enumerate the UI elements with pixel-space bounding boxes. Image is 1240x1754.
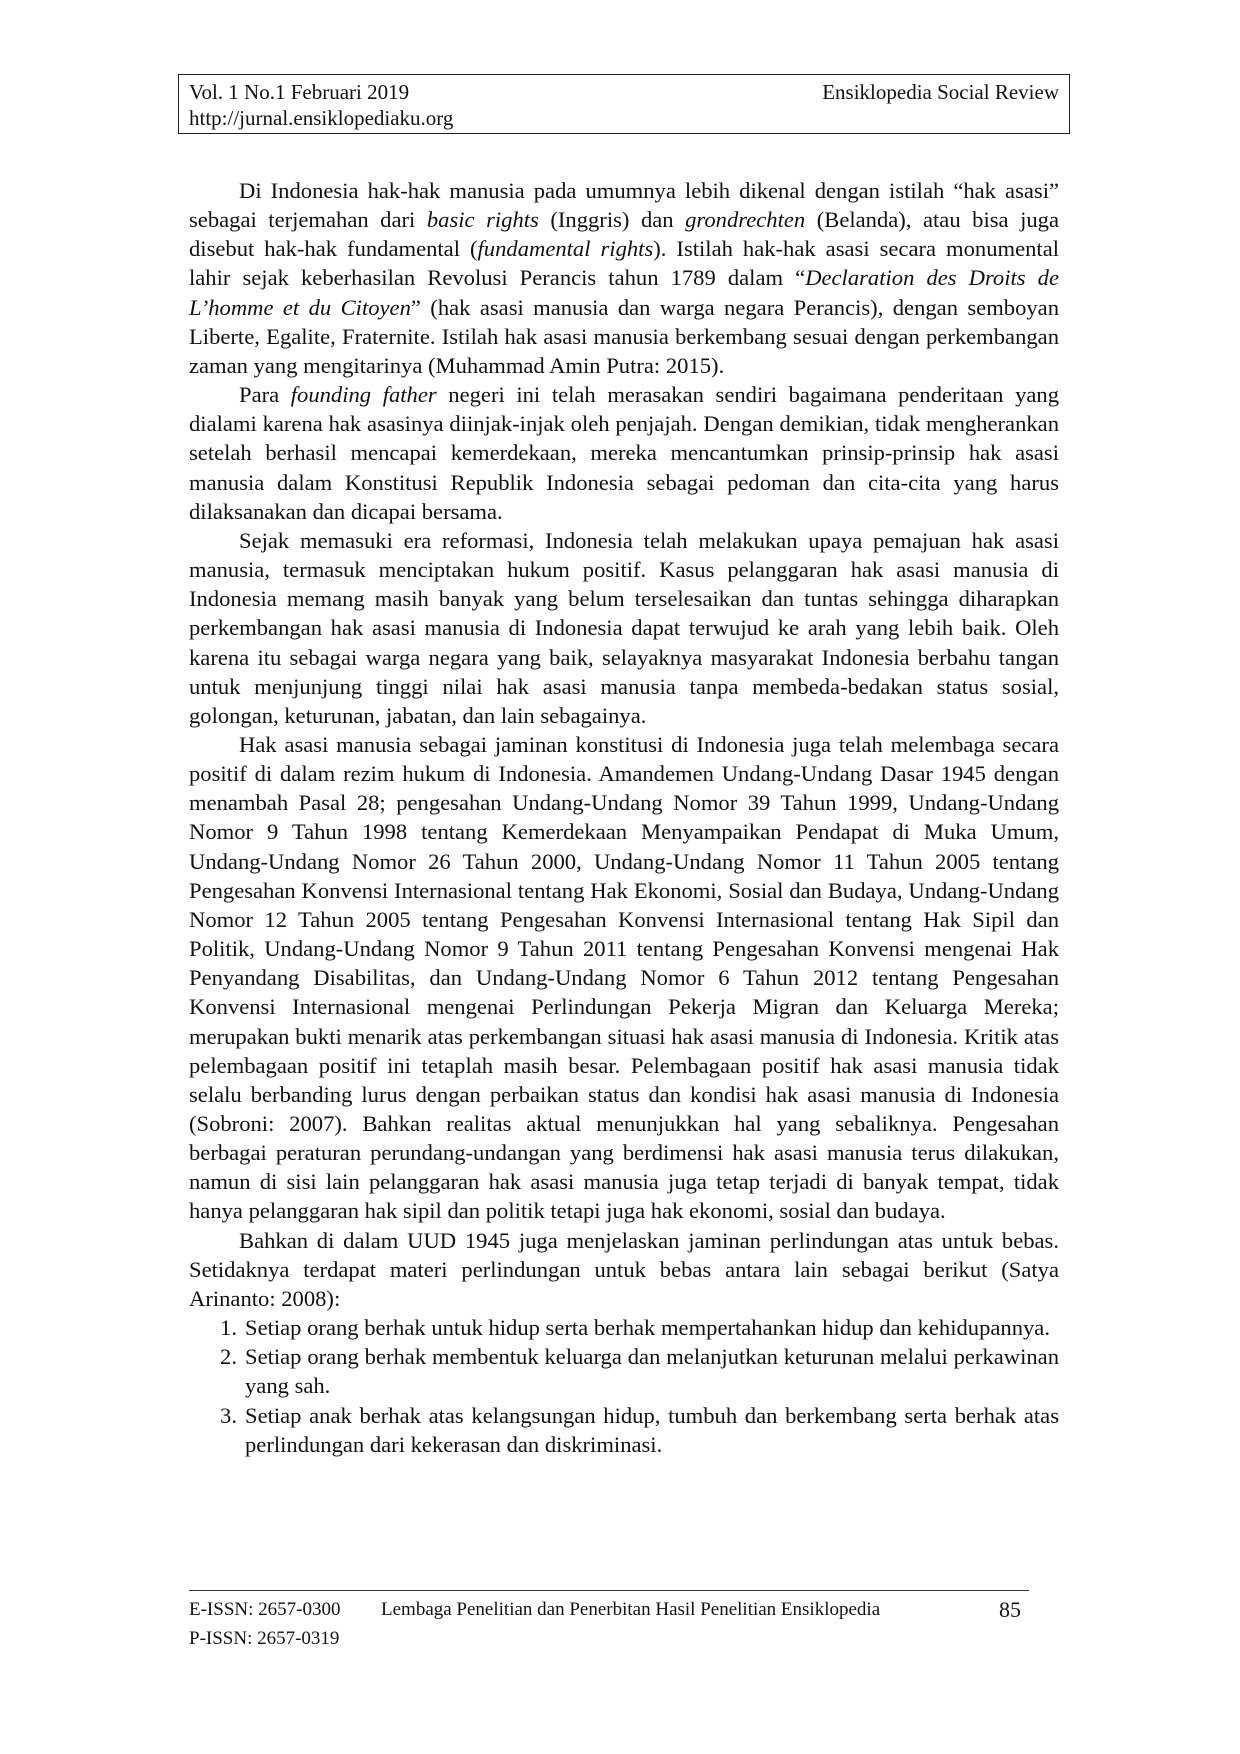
- footer-divider: [189, 1590, 1029, 1591]
- running-header: [178, 74, 1070, 134]
- list-item-text: Setiap anak berhak atas kelangsungan hidup, tumbuh dan berkembang serta berhak atas perlindungan dari kekerasan dan diskriminasi.: [245, 1402, 1059, 1457]
- paragraph-3: Sejak memasuki era reformasi, Indonesia telah melakukan upaya pemajuan hak asasi manusia, termasuk menciptakan hukum positif. Kasus pelanggaran hak asasi manusia di Indonesia memang masih banyak yang belum terselesaikan dan tuntas sehingga diharapkan perkembangan hak asasi manusia di Indonesia dapat terwujud ke arah yang lebih baik. Oleh karena itu sebagai warga negara yang baik, selayaknya masyarakat Indonesia berbahu tangan untuk menjunjung tinggi nilai hak asasi manusia tanpa membeda-bedakan status sosial, golongan, keturunan, jabatan, dan lain sebagainya.: [189, 527, 1059, 728]
- list-item-text: Setiap orang berhak membentuk keluarga dan melanjutkan keturunan melalui perkawinan yang sah.: [245, 1344, 1059, 1399]
- p1-text-3: (Belanda), atau bisa juga disebut hak-hak fundamental (: [189, 207, 1059, 262]
- p2-text-2: negeri ini telah merasakan sendiri bagaimana penderitaan yang dialami karena hak asasinya diinjak-injak oleh penjajah. Dengan demikian, tidak mengherankan setelah berhasil mencapai kemerdekaan, mereka mencantumkan prinsip-prinsip hak asasi manusia dalam Konstitusi Republik Indonesia sebagai pedoman dan cita-cita yang harus dilaksanakan dan dicapai bersama.: [189, 382, 1060, 524]
- e-issn: E-ISSN: 2657-0300: [189, 1599, 341, 1620]
- paragraph-2: [189, 380, 1059, 526]
- list-item: [189, 1401, 1059, 1459]
- p1-italic-grondrechten: grondrechten: [685, 207, 806, 233]
- list-item-number: 2.: [220, 1344, 237, 1370]
- p2-text-1: Para: [239, 382, 291, 408]
- volume-info: Vol. 1 No.1 Februari 2019: [189, 80, 410, 104]
- list-item: [189, 1313, 1059, 1342]
- paragraph-5: Bahkan di dalam UUD 1945 juga menjelaskan jaminan perlindungan atas untuk bebas. Setidaknya terdapat materi perlindungan untuk bebas antara lain sebagai berikut (Satya Arinanto: 2008):: [189, 1227, 1059, 1311]
- journal-url: http://jurnal.ensiklopediaku.org: [189, 106, 454, 130]
- p1-text-2: (Inggris) dan: [538, 207, 686, 233]
- paragraph-4: Hak asasi manusia sebagai jaminan konstitusi di Indonesia juga telah melembaga secara positif di dalam rezim hukum di Indonesia. Amandemen Undang-Undang Dasar 1945 dengan menambah Pasal 28; pengesahan Undang-Undang Nomor 39 Tahun 1999, Undang-Undang Nomor 9 Tahun 1998 tentang Kemerdekaan Menyampaikan Pendapat di Muka Umum, Undang-Undang Nomor 26 Tahun 2000, Undang-Undang Nomor 11 Tahun 2005 tentang Pengesahan Konvensi Internasional tentang Hak Ekonomi, Sosial dan Budaya, Undang-Undang Nomor 12 Tahun 2005 tentang Pengesahan Konvensi Internasional tentang Hak Sipil dan Politik, Undang-Undang Nomor 9 Tahun 2011 tentang Pengesahan Konvensi mengenai Hak Penyandang Disabilitas, dan Undang-Undang Nomor 6 Tahun 2012 tentang Pengesahan Konvensi Internasional mengenai Perlindungan Pekerja Migran dan Keluarga Mereka; merupakan bukti menarik atas perkembangan situasi hak asasi manusia di Indonesia. Kritik atas pelembagaan positif ini tetaplah masih besar. Pelembagaan positif hak asasi manusia tidak selalu berbanding lurus dengan perbaikan status dan kondisi hak asasi manusia di Indonesia (Sobroni: 2007). Bahkan realitas aktual menunjukkan hal yang sebaliknya. Pengesahan berbagai peraturan perundang-undangan yang berdimensi hak asasi manusia terus dilakukan, namun di sisi lain pelanggaran hak asasi manusia juga tetap terjadi di banyak tempat, tidak hanya pelanggaran hak sipil dan politik tetapi juga hak ekonomi, sosial dan budaya.: [189, 731, 1059, 1224]
- p1-italic-basic-rights: basic rights: [426, 207, 539, 233]
- list-item-number: 3.: [220, 1402, 237, 1428]
- p1-text-5: ” (hak asasi manusia dan warga negara Perancis), dengan semboyan Liberte, Egalite, Fraternite. Istilah hak asasi manusia berkembang sesuai dengan perkembangan zaman yang mengitarinya (Muhammad Amin Putra: 2015).: [189, 294, 1060, 378]
- article-body: [189, 176, 1059, 1459]
- journal-name: Ensiklopedia Social Review: [822, 80, 1059, 104]
- p1-text-1: Di Indonesia hak-hak manusia pada umumnya lebih dikenal dengan istilah “hak asasi” sebagai terjemahan dari: [189, 178, 1059, 233]
- p1-text-4: ). Istilah hak-hak asasi secara monumental lahir sejak keberhasilan Revolusi Perancis tahun 1789 dalam “: [189, 236, 1059, 291]
- p1-italic-declaration: Declaration des Droits de L’homme et du Citoyen: [189, 265, 1059, 320]
- page-number: 85: [999, 1597, 1021, 1622]
- publisher-institution: Lembaga Penelitian dan Penerbitan Hasil Penelitian Ensiklopedia: [381, 1599, 881, 1620]
- paragraph-1: [189, 176, 1059, 380]
- p-issn: P-ISSN: 2657-0319: [189, 1628, 340, 1649]
- list-item-text: Setiap orang berhak untuk hidup serta berhak mempertahankan hidup dan kehidupannya.: [245, 1315, 1050, 1341]
- rights-list: [189, 1313, 1059, 1459]
- p1-italic-fundamental-rights: fundamental rights: [477, 236, 654, 262]
- list-item-number: 1.: [220, 1315, 237, 1341]
- list-item: [189, 1342, 1059, 1400]
- p2-italic-founding-father: founding father: [290, 382, 437, 408]
